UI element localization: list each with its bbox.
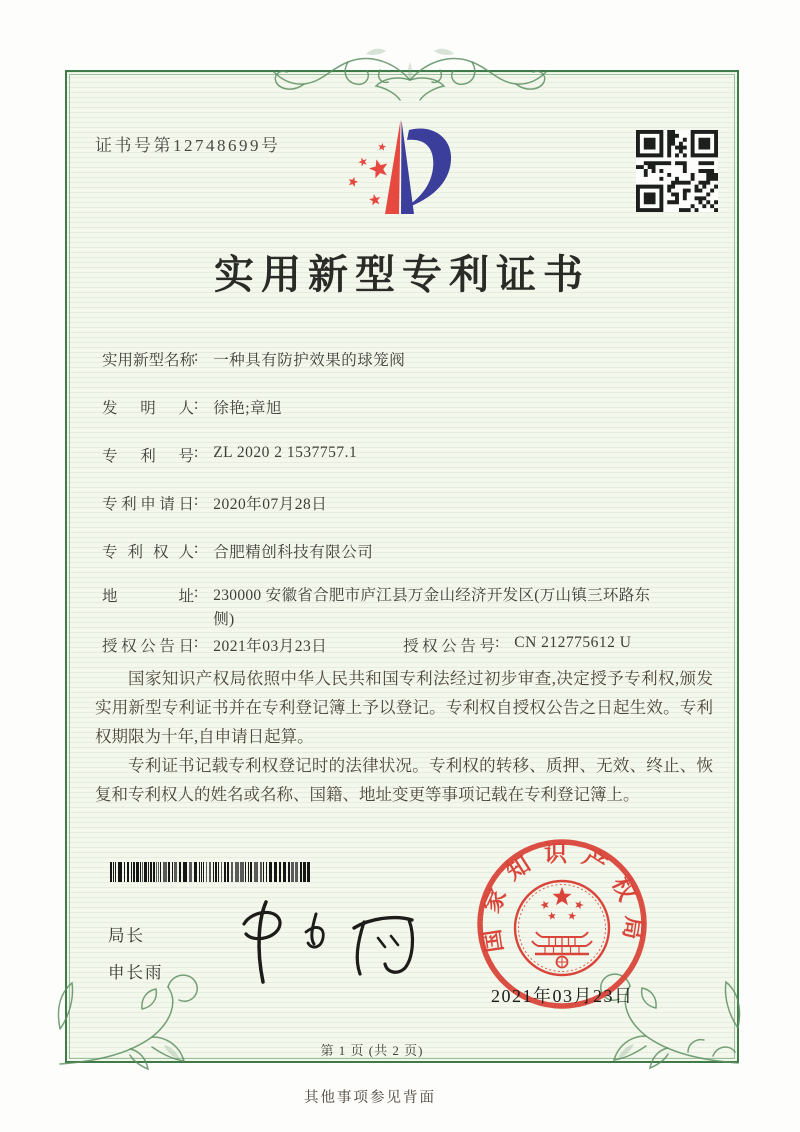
legal-notice [95,664,713,809]
field-row-filing-date [102,492,327,514]
certificate-title: 实用新型专利证书 [214,252,590,297]
field-value: 合肥精创科技有限公司 [213,544,374,561]
barcode [110,862,310,882]
field-label: 发明人 [102,400,194,417]
notice-paragraph-2: 专利证书记载专利权登记时的法律状况。专利权的转移、质押、无效、终止、恢复和专利权人的姓名或名称、国籍、地址变更等事项记载在专利登记簿上。 [95,756,713,804]
qr-code [636,130,718,212]
field-row-inventor [102,396,282,418]
field-value: 徐艳;章旭 [213,400,282,417]
seal-stars [539,887,584,920]
field-value: ZL 2020 2 1537757.1 [213,444,358,461]
field-value: 230000 安徽省合肥市庐江县万金山经济开发区(万山镇三环路东侧) [213,587,651,628]
field-colon: : [194,492,199,509]
director-name: 申长雨 [108,964,164,982]
field-row-patent-no [102,444,357,466]
field-colon: : [194,540,199,557]
field-colon: : [495,634,500,651]
director-title: 局长 [108,927,145,945]
field-row-grant [102,634,631,656]
field-colon: : [194,444,199,461]
field-value: 2020年07月28日 [213,496,328,513]
field-colon: : [194,584,199,601]
field-label: 专利号 [102,448,194,465]
field-row-address [102,584,665,632]
field-label: 专利申请日 [102,496,194,513]
field-label: 专利权人 [102,544,194,561]
field-row-name [102,348,405,370]
field-row-patentee [102,540,373,562]
certificate-number: 证书号第12748699号 [95,136,281,155]
back-side-note: 其他事项参见背面 [304,1090,436,1106]
field-colon: : [194,348,199,365]
field-label: 地址 [102,588,194,605]
seal-ring-text: 国家知识产权局 [477,840,647,955]
seal-date: 2021年03月23日 [491,986,634,1006]
field-value: 一种具有防护效果的球笼阀 [213,352,406,369]
cnipa-logo-icon [335,112,465,232]
field-label: 实用新型名称 [102,352,196,369]
field-colon: : [194,396,199,413]
grant-no-value: CN 212775612 U [514,634,632,651]
page-number: 第 1 页 (共 2 页) [320,1043,424,1058]
director-block [108,922,164,996]
director-signature [228,886,428,986]
field-label: 授权公告号 [403,638,496,655]
field-label: 授权公告日 [102,638,194,655]
field-colon: : [194,634,199,651]
grant-date-value: 2021年03月23日 [213,638,328,655]
notice-paragraph-1: 国家知识产权局依照中华人民共和国专利法经过初步审查,决定授予专利权,颁发实用新型专利证书并在专利登记簿上予以登记。专利权自授权公告之日起生效。专利权期限为十年,自申请日起算。 [95,669,713,746]
